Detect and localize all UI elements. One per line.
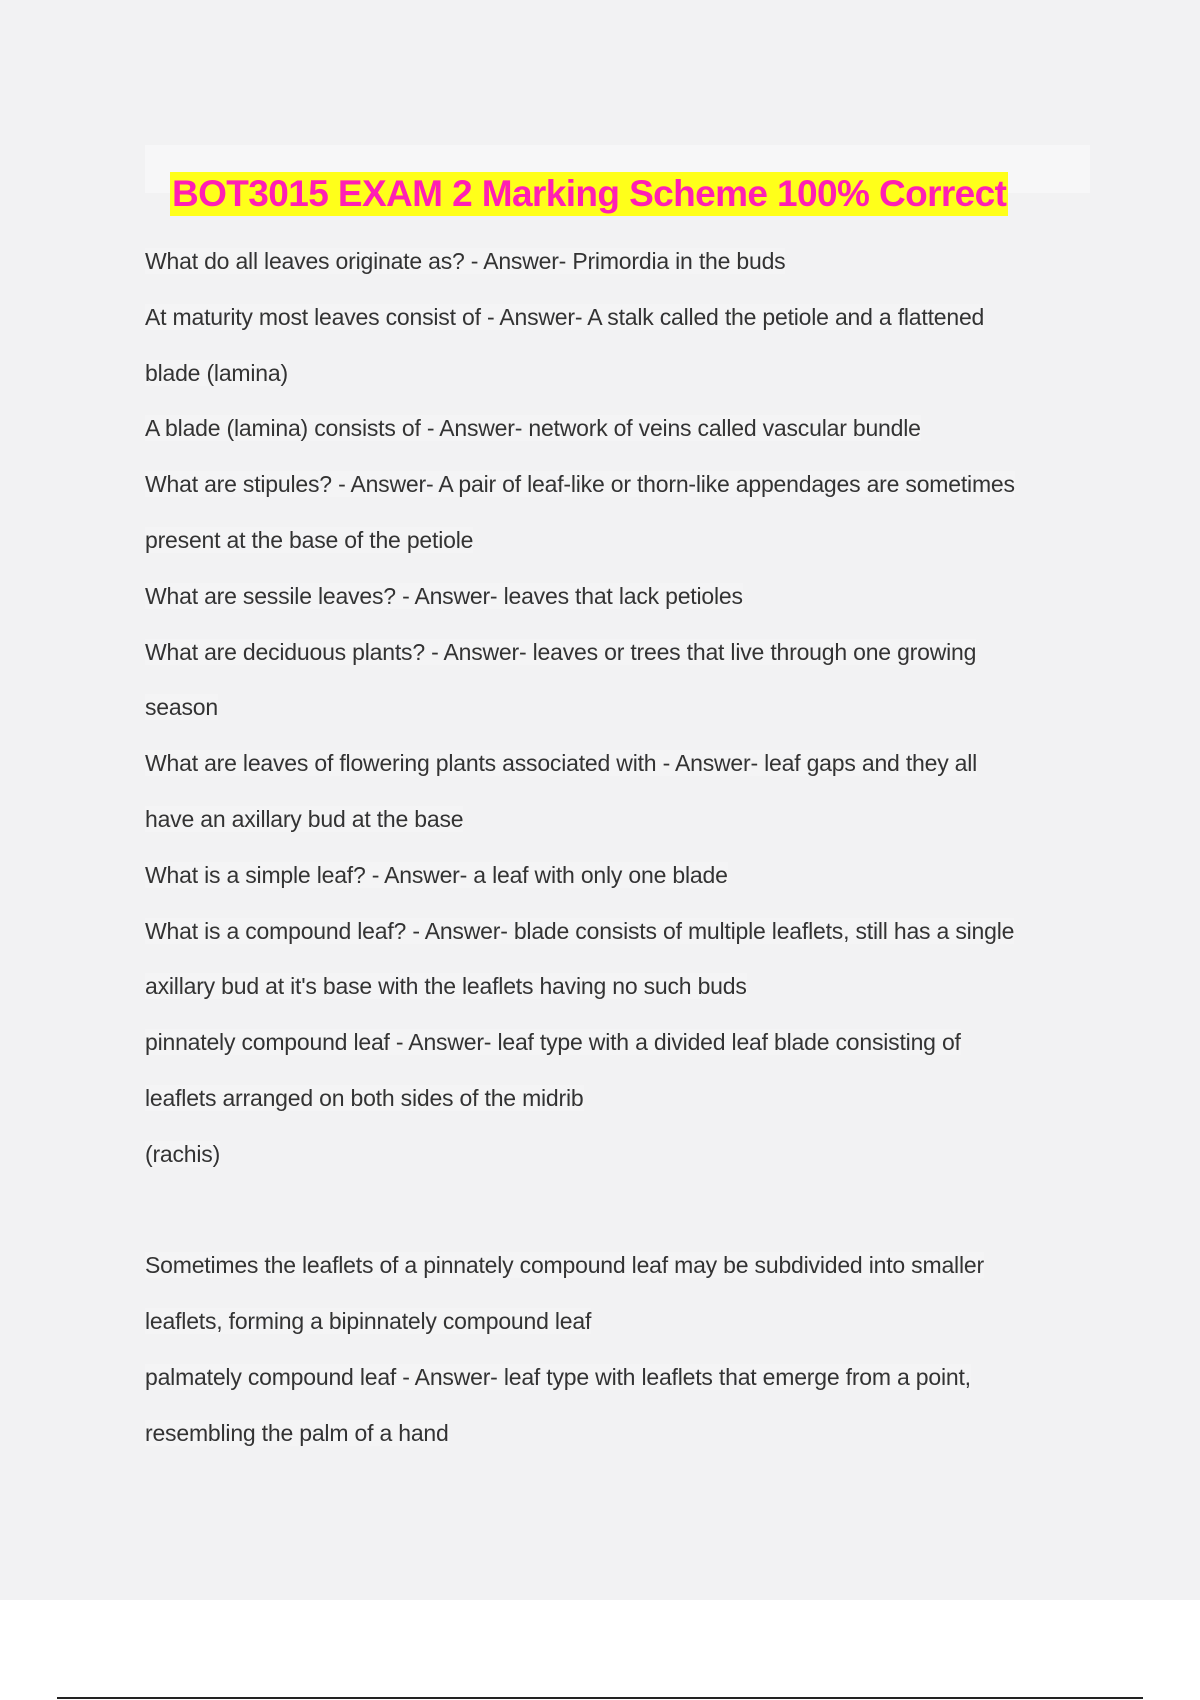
text-line: leaflets, forming a bipinnately compound leaf <box>145 1308 592 1335</box>
text-line: leaflets arranged on both sides of the midrib <box>145 1084 584 1111</box>
document-title: BOT3015 EXAM 2 Marking Scheme 100% Correct <box>172 172 1007 214</box>
text-line: have an axillary bud at the base <box>145 805 464 832</box>
text-line: season <box>145 694 218 721</box>
text-line: What are stipules? - Answer- A pair of leaf-like or thorn-like appendages are sometimes <box>145 471 1015 498</box>
text-line: What are deciduous plants? - Answer- leaves or trees that live through one growing <box>145 638 977 665</box>
text-line: At maturity most leaves consist of - Answer- A stalk called the petiole and a flattened <box>145 303 985 330</box>
text-line: A blade (lamina) consists of - Answer- network of veins called vascular bundle <box>145 415 921 442</box>
document-body <box>145 240 1105 1468</box>
blank-line <box>145 1189 1105 1245</box>
text-line: Sometimes the leaflets of a pinnately compound leaf may be subdivided into smaller <box>145 1252 984 1279</box>
text-line: What is a simple leaf? - Answer- a leaf with only one blade <box>145 861 728 888</box>
footer-rule <box>57 1697 1143 1699</box>
text-line: palmately compound leaf - Answer- leaf type with leaflets that emerge from a point, <box>145 1363 971 1390</box>
text-line: pinnately compound leaf - Answer- leaf type with a divided leaf blade consisting of <box>145 1029 961 1056</box>
text-line: resembling the palm of a hand <box>145 1419 449 1446</box>
text-line: What do all leaves originate as? - Answer- Primordia in the buds <box>145 248 786 274</box>
text-line: (rachis) <box>145 1140 221 1167</box>
text-line: blade (lamina) <box>145 359 288 386</box>
text-line: present at the base of the petiole <box>145 526 474 553</box>
text-line: What are leaves of flowering plants associated with - Answer- leaf gaps and they all <box>145 750 978 777</box>
text-line: axillary bud at it's base with the leaflets having no such buds <box>145 973 747 1000</box>
text-line: What is a compound leaf? - Answer- blade consists of multiple leaflets, still has a single <box>145 917 1015 944</box>
text-line: What are sessile leaves? - Answer- leaves that lack petioles <box>145 582 743 609</box>
